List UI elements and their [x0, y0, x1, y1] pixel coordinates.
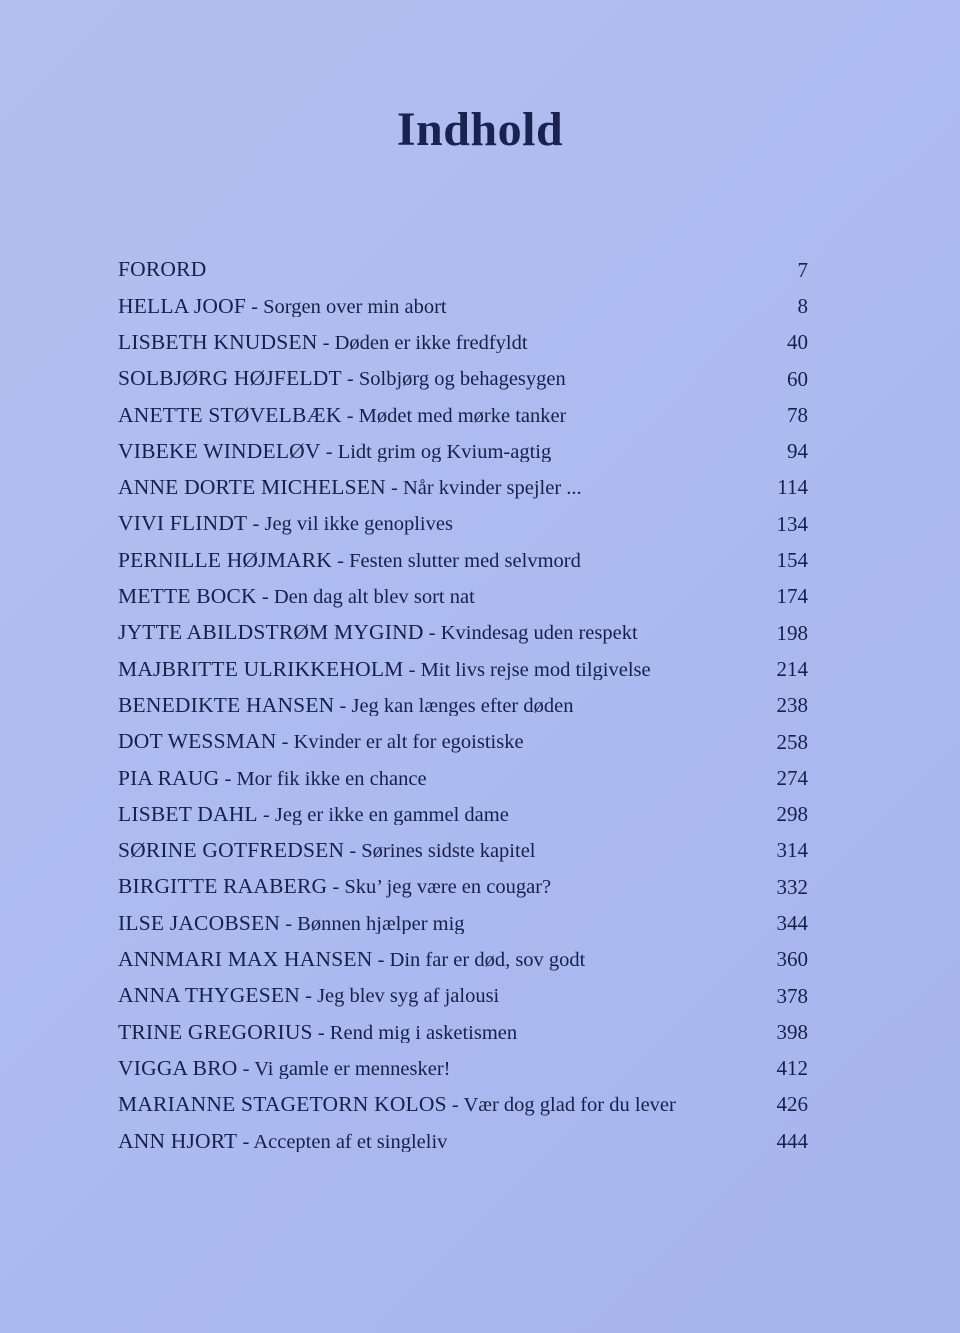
- toc-entry: [118, 1051, 808, 1087]
- toc-entry-subtitle: Mor fik ikke en chance: [236, 767, 427, 790]
- toc-entry-text: [118, 259, 206, 281]
- toc-entry-page-number: 78: [787, 402, 808, 427]
- toc-entry-text: [118, 1022, 517, 1044]
- toc-entry-separator: -: [317, 331, 335, 354]
- toc-entry-separator: -: [219, 767, 237, 790]
- toc-entry-name: VIBEKE WINDELØV: [118, 440, 321, 463]
- toc-entry: [118, 905, 808, 941]
- toc-entry-separator: -: [246, 295, 264, 318]
- toc-entry-separator: -: [276, 731, 294, 753]
- toc-entry-name: SOLBJØRG HØJFELDT: [118, 368, 342, 390]
- toc-entry-text: [118, 296, 447, 318]
- toc-entry-text: [118, 586, 475, 608]
- toc-entry: [118, 433, 808, 469]
- toc-entry: [118, 688, 808, 724]
- toc-entry-page-number: 274: [776, 765, 808, 790]
- toc-entry-subtitle: Solbjørg og behagesygen: [358, 368, 566, 390]
- toc-entry-name: HELLA JOOF: [118, 295, 247, 318]
- toc-entry-text: [118, 1094, 676, 1116]
- toc-entry-subtitle: Mødet med mørke tanker: [358, 404, 567, 427]
- toc-entry-separator: -: [372, 949, 390, 971]
- toc-entry-separator: -: [256, 586, 274, 608]
- toc-entry-name: VIGGA BRO: [118, 1057, 238, 1080]
- toc-entry: [118, 288, 808, 324]
- toc-entry-subtitle: Kvindesag uden respekt: [440, 622, 638, 644]
- toc-entry-subtitle: Jeg blev syg af jalousi: [317, 985, 500, 1007]
- toc-entry-name: ANNA THYGESEN: [118, 985, 300, 1007]
- toc-entry-page-number: 214: [776, 656, 808, 681]
- toc-entry-subtitle: Sorgen over min abort: [263, 295, 447, 318]
- toc-entry-separator: -: [341, 368, 359, 390]
- toc-entry-page-number: 378: [776, 983, 808, 1008]
- toc-entry-text: [118, 659, 651, 681]
- toc-entry-subtitle: Når kvinder spejler ...: [402, 477, 582, 499]
- toc-entry-text: [118, 695, 574, 717]
- toc-entry-name: FORORD: [118, 259, 207, 281]
- toc-entry-subtitle: Jeg er ikke en gammel dame: [274, 803, 509, 826]
- toc-entry: [118, 833, 808, 869]
- toc-entry-subtitle: Bønnen hjælper mig: [297, 912, 465, 935]
- toc-entry-page-number: 8: [797, 293, 808, 318]
- toc-entry: [118, 1014, 808, 1050]
- toc-entry: [118, 1087, 808, 1123]
- toc-entry-subtitle: Jeg vil ikke genoplives: [264, 513, 453, 535]
- toc-entry-text: [118, 876, 551, 898]
- toc-entry-text: [118, 913, 465, 935]
- toc-entry: [118, 470, 808, 506]
- toc-entry-page-number: 198: [776, 620, 808, 645]
- toc-entry-subtitle: Festen slutter med selvmord: [349, 549, 581, 572]
- toc-entry: [118, 869, 808, 905]
- toc-entry-text: [118, 768, 427, 790]
- toc-entry-text: [118, 731, 524, 753]
- toc-entry-text: [118, 405, 566, 427]
- toc-entry-subtitle: Vi gamle er mennesker!: [254, 1057, 451, 1080]
- toc-entry: [118, 579, 808, 615]
- toc-entry-name: BENEDIKTE HANSEN: [118, 694, 335, 717]
- table-of-contents: [118, 252, 808, 1159]
- toc-entry: [118, 651, 808, 687]
- toc-entry-text: [118, 622, 638, 644]
- toc-entry-name: METTE BOCK: [118, 586, 257, 608]
- toc-entry-text: [118, 550, 581, 572]
- toc-entry-page-number: 444: [776, 1128, 808, 1153]
- toc-entry-subtitle: Døden er ikke fredfyldt: [334, 331, 528, 354]
- toc-entry-subtitle: Den dag alt blev sort nat: [273, 586, 475, 608]
- toc-entry-separator: -: [327, 876, 345, 898]
- toc-entry-name: ANETTE STØVELBÆK: [118, 404, 342, 427]
- toc-entry: [118, 397, 808, 433]
- toc-entry: [118, 796, 808, 832]
- toc-entry-subtitle: Rend mig i asketismen: [329, 1021, 518, 1044]
- toc-entry-name: ILSE JACOBSEN: [118, 912, 281, 935]
- toc-entry-text: [118, 332, 528, 354]
- toc-entry-separator: -: [385, 477, 403, 499]
- toc-entry-page-number: 40: [787, 330, 808, 355]
- toc-entry-name: MARIANNE STAGETORN KOLOS: [118, 1094, 447, 1116]
- toc-entry-subtitle: Mit livs rejse mod tilgivelse: [420, 658, 651, 681]
- toc-entry-separator: -: [299, 985, 318, 1007]
- toc-entry-name: TRINE GREGORIUS: [118, 1021, 313, 1044]
- toc-entry-name: ANN HJORT: [118, 1130, 238, 1153]
- toc-entry-separator: -: [247, 513, 265, 535]
- toc-entry-subtitle: Vær dog glad for du lever: [463, 1094, 676, 1116]
- toc-entry-separator: -: [403, 658, 421, 681]
- toc-entry-page-number: 412: [776, 1056, 808, 1081]
- toc-entry-page-number: 398: [776, 1019, 808, 1044]
- toc-entry-text: [118, 477, 582, 499]
- toc-entry-text: [118, 513, 453, 535]
- toc-entry-text: [118, 368, 566, 390]
- toc-entry-name: ANNE DORTE MICHELSEN: [118, 477, 386, 499]
- toc-entry-name: ANNMARI MAX HANSEN: [118, 949, 373, 971]
- page-title: Indhold: [396, 103, 564, 157]
- toc-entry-subtitle: Lidt grim og Kvium-agtig: [337, 440, 552, 463]
- toc-entry-page-number: 114: [777, 475, 808, 500]
- toc-entry: [118, 542, 808, 578]
- toc-entry-separator: -: [320, 440, 338, 463]
- toc-entry-page-number: 360: [776, 947, 808, 972]
- toc-entry-name: SØRINE GOTFREDSEN: [118, 840, 345, 862]
- toc-entry-page-number: 426: [776, 1092, 808, 1117]
- toc-entry: [118, 760, 808, 796]
- toc-entry-separator: -: [341, 404, 359, 427]
- toc-entry-page-number: 154: [776, 548, 808, 573]
- toc-entry-separator: -: [332, 549, 350, 572]
- toc-entry: [118, 506, 808, 542]
- toc-entry-text: [118, 1058, 450, 1080]
- toc-entry-name: PIA RAUG: [118, 767, 220, 790]
- toc-entry-name: LISBETH KNUDSEN: [118, 331, 318, 354]
- toc-entry-separator: -: [237, 1057, 255, 1080]
- toc-entry: [118, 724, 808, 760]
- toc-entry-page-number: 60: [787, 366, 808, 391]
- toc-entry-page-number: 94: [787, 439, 808, 464]
- toc-entry-subtitle: Kvinder er alt for egoistiske: [293, 731, 524, 753]
- toc-entry-page-number: 314: [776, 838, 808, 863]
- toc-entry: [118, 325, 808, 361]
- toc-entry-name: MAJBRITTE ULRIKKEHOLM: [118, 658, 404, 681]
- toc-entry-name: BIRGITTE RAABERG: [118, 876, 328, 898]
- toc-entry-subtitle: Sku’ jeg være en cougar?: [344, 876, 552, 898]
- toc-entry-page-number: 332: [776, 874, 808, 899]
- toc-entry-text: [118, 804, 509, 826]
- toc-entry-page-number: 7: [797, 257, 808, 282]
- toc-entry-text: [118, 985, 499, 1007]
- toc-entry-separator: -: [334, 694, 352, 717]
- toc-entry-name: VIVI FLINDT: [118, 513, 248, 535]
- toc-entry-text: [118, 1131, 447, 1153]
- toc-entry-separator: -: [237, 1130, 254, 1153]
- toc-entry-name: LISBET DAHL: [118, 803, 258, 826]
- toc-entry-name: PERNILLE HØJMARK: [118, 549, 333, 572]
- toc-entry-separator: -: [446, 1094, 464, 1116]
- toc-entry-page-number: 238: [776, 693, 808, 718]
- toc-entry-text: [118, 949, 585, 971]
- toc-entry: [118, 1123, 808, 1159]
- toc-entry-subtitle: Sørines sidste kapitel: [361, 840, 536, 862]
- toc-entry-page-number: 344: [776, 910, 808, 935]
- toc-entry-separator: -: [344, 840, 362, 862]
- toc-entry-subtitle: Din far er død, sov godt: [389, 949, 586, 971]
- toc-entry-page-number: 298: [776, 802, 808, 827]
- toc-entry-page-number: 134: [776, 511, 808, 536]
- toc-entry: [118, 361, 808, 397]
- toc-entry-separator: -: [312, 1021, 330, 1044]
- toc-entry-page-number: 174: [776, 584, 808, 609]
- toc-entry: [118, 978, 808, 1014]
- toc-entry: [118, 942, 808, 978]
- toc-entry-subtitle: Jeg kan længes efter døden: [351, 694, 574, 717]
- toc-entry: [118, 615, 808, 651]
- toc-entry-separator: -: [257, 803, 275, 826]
- toc-entry-separator: -: [423, 622, 441, 644]
- toc-entry-page-number: 258: [776, 729, 808, 754]
- toc-entry-name: DOT WESSMAN: [118, 731, 277, 753]
- toc-entry-name: JYTTE ABILDSTRØM MYGIND: [118, 622, 424, 644]
- toc-entry-text: [118, 840, 536, 862]
- toc-entry-text: [118, 441, 551, 463]
- toc-entry: [118, 252, 808, 288]
- toc-entry-subtitle: Accepten af et singleliv: [253, 1130, 448, 1153]
- toc-entry-separator: -: [280, 912, 298, 935]
